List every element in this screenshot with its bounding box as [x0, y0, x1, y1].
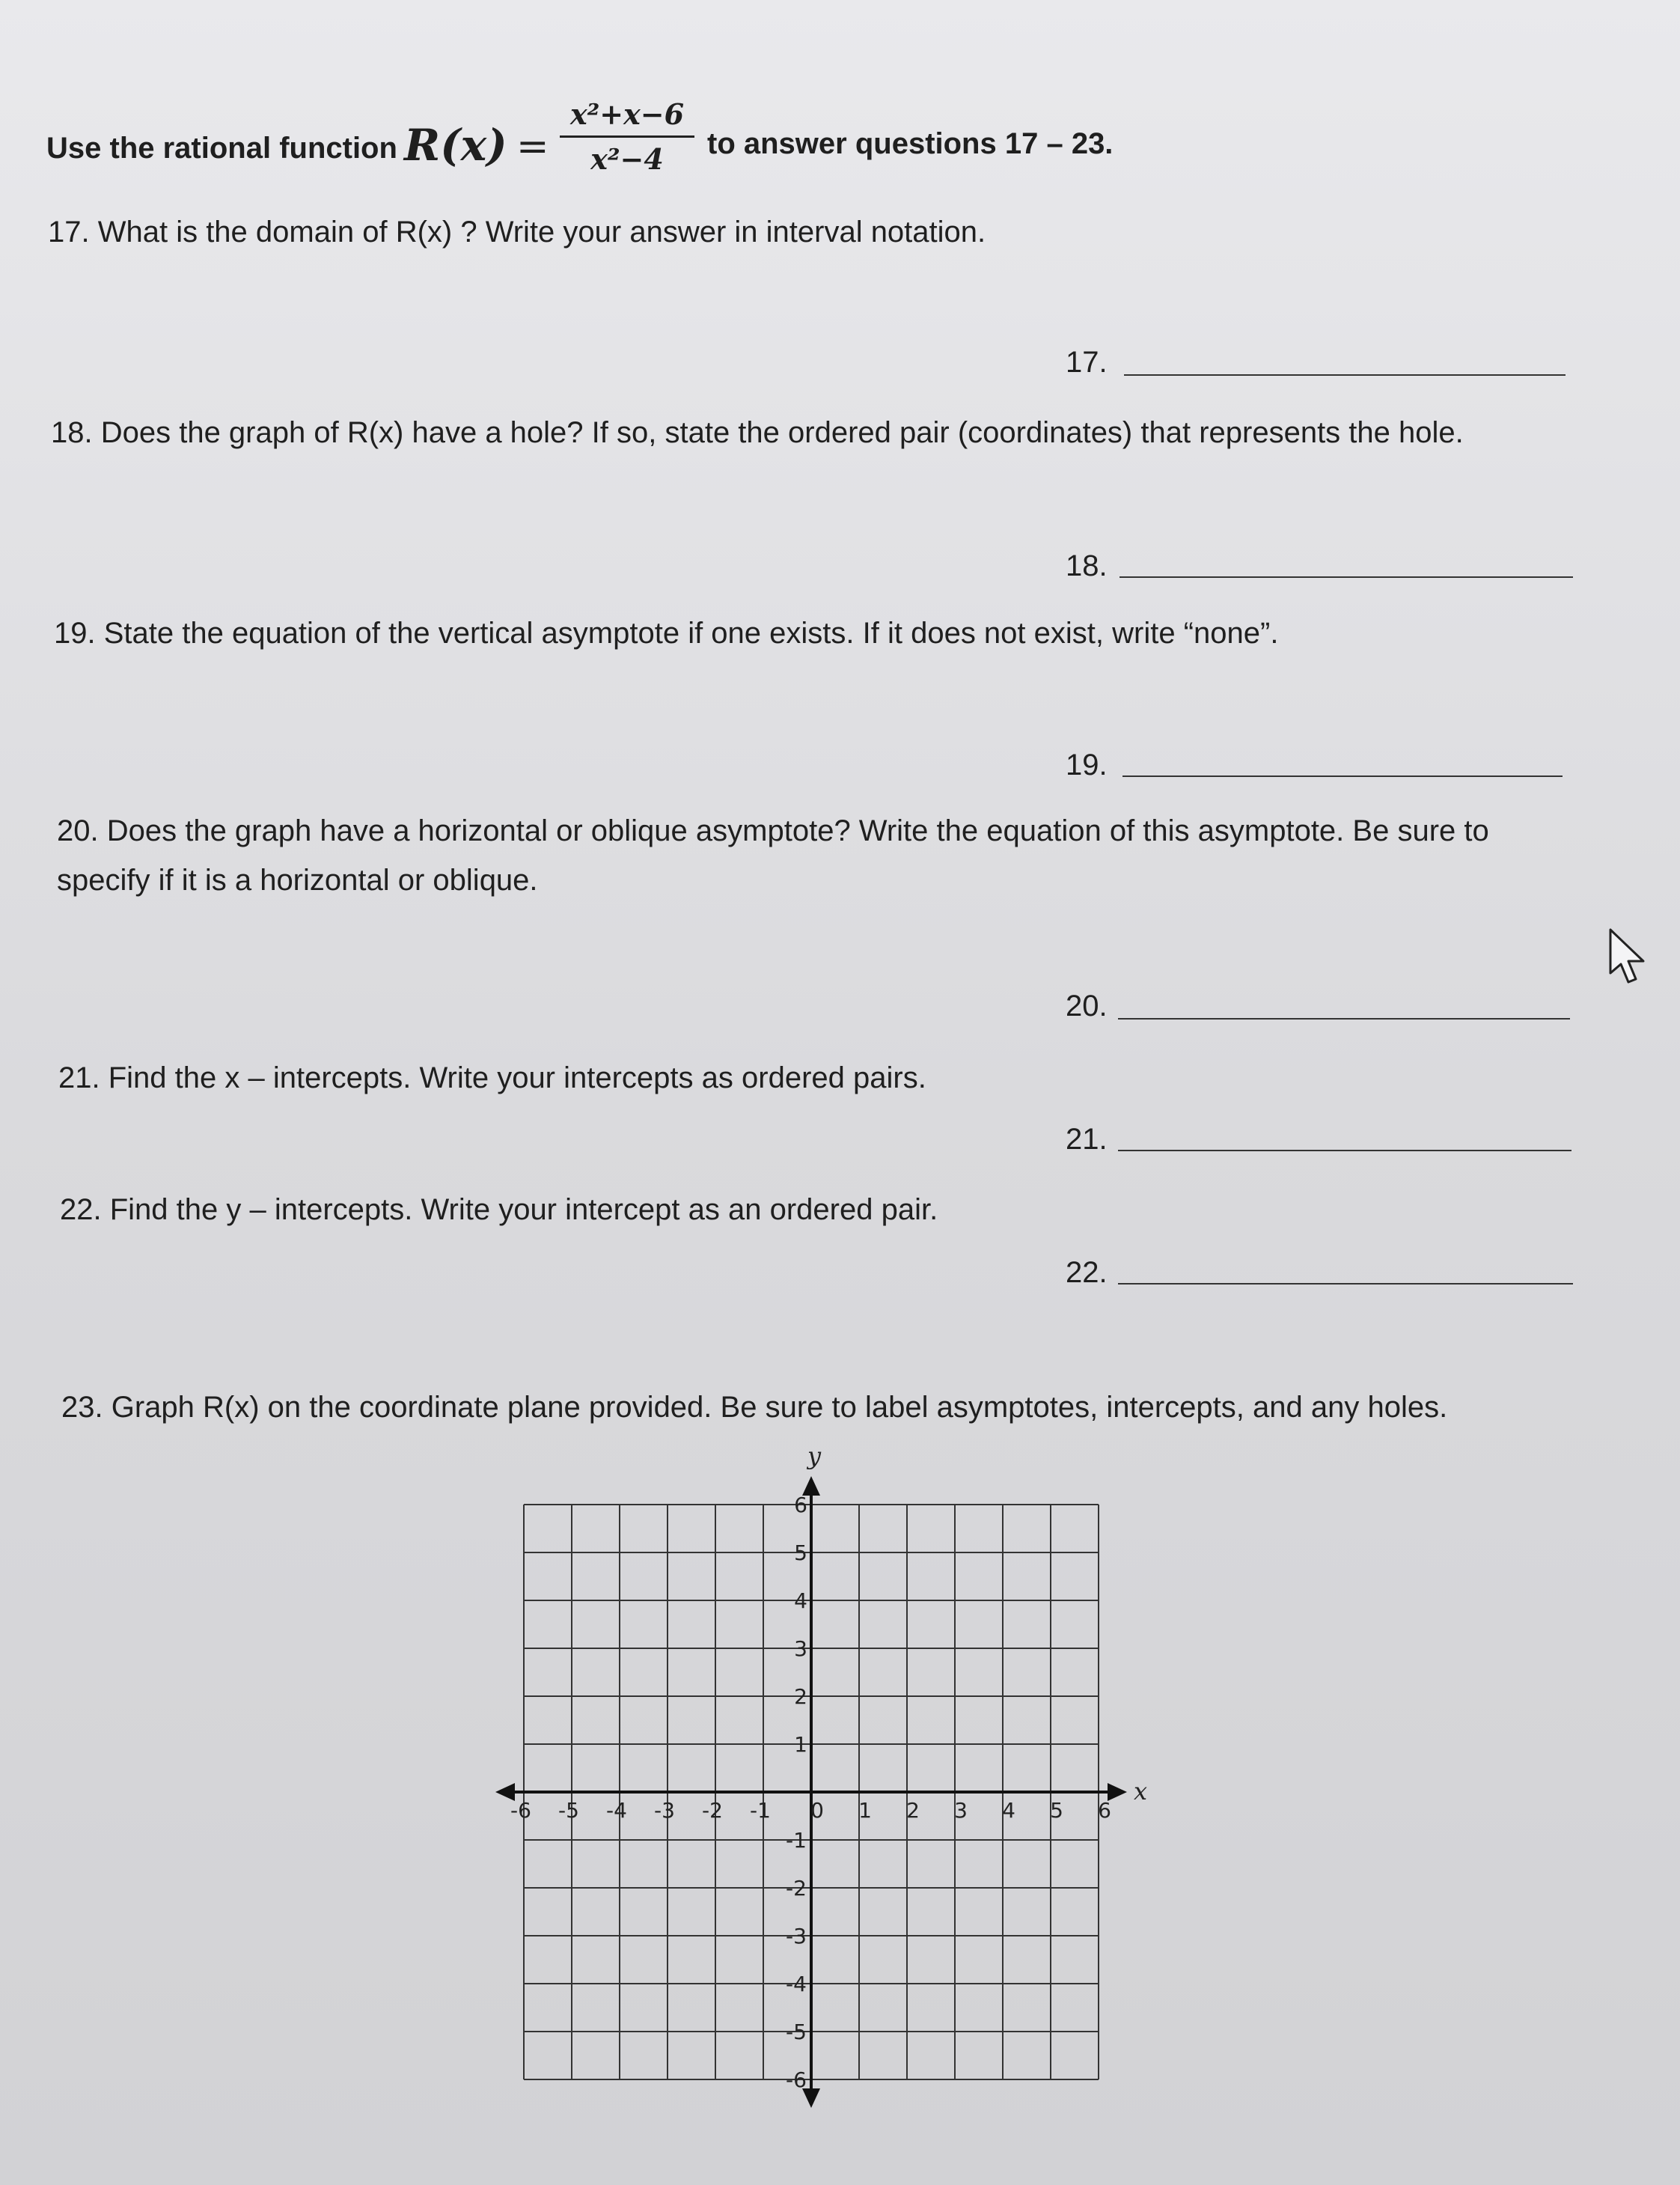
answer-label-22: 22. [1066, 1256, 1108, 1289]
answer-line-20[interactable] [1118, 1018, 1570, 1020]
x-tick-label: -6 [510, 1798, 531, 1823]
mouse-pointer-icon [1607, 927, 1649, 987]
x-tick-label: -4 [606, 1798, 627, 1823]
y-tick-label: 6 [794, 1493, 807, 1517]
y-tick-label: 1 [794, 1732, 807, 1757]
y-tick-label: -5 [786, 2020, 807, 2044]
function-name: R(x) [404, 120, 507, 171]
intro-prefix: Use the rational function [46, 132, 397, 165]
x-tick-label: 2 [906, 1798, 920, 1823]
question-18: 18. Does the graph of R(x) have a hole? If so, state the ordered pair (coordinates) that represents the hole. [51, 416, 1464, 449]
x-tick-label: -1 [750, 1798, 771, 1823]
y-axis-label: y [807, 1445, 822, 1470]
question-20-line1: 20. Does the graph have a horizontal or oblique asymptote? Write the equation of this asymptote. Be sure to [57, 814, 1489, 847]
x-tick-label: 5 [1050, 1798, 1063, 1823]
coordinate-plane[interactable] [479, 1445, 1167, 2118]
x-tick-label: 1 [858, 1798, 872, 1823]
y-tick-label: -4 [786, 1972, 807, 1996]
answer-line-21[interactable] [1118, 1150, 1571, 1151]
y-tick-label: 3 [794, 1636, 807, 1661]
answer-label-18: 18. [1066, 549, 1108, 582]
fraction-bar [560, 135, 694, 138]
question-22: 22. Find the y – intercepts. Write your intercept as an ordered pair. [60, 1193, 938, 1226]
x-tick-label: 4 [1002, 1798, 1015, 1823]
answer-label-17: 17. [1066, 346, 1108, 379]
x-tick-label: -3 [654, 1798, 675, 1823]
x-tick-label: -5 [558, 1798, 579, 1823]
answer-label-20: 20. [1066, 990, 1108, 1023]
question-19: 19. State the equation of the vertical asymptote if one exists. If it does not exist, write “none”. [54, 617, 1279, 650]
y-tick-label: 4 [794, 1588, 807, 1613]
x-tick-label: 3 [954, 1798, 968, 1823]
y-tick-label: -2 [786, 1876, 807, 1901]
answer-label-21: 21. [1066, 1123, 1108, 1156]
answer-line-17[interactable] [1124, 374, 1566, 376]
equals-sign: = [516, 124, 549, 169]
answer-label-19: 19. [1066, 749, 1108, 781]
intro-suffix: to answer questions 17 – 23. [707, 127, 1114, 160]
axes [495, 1476, 1127, 2108]
answer-line-22[interactable] [1118, 1283, 1573, 1285]
numerator: x²+x−6 [569, 97, 685, 131]
question-20-line2: specify if it is a horizontal or oblique. [57, 864, 538, 897]
y-tick-label: -3 [786, 1924, 807, 1948]
answer-line-18[interactable] [1120, 576, 1573, 578]
denominator: x²−4 [590, 142, 664, 176]
question-17: 17. What is the domain of R(x) ? Write your answer in interval notation. [48, 216, 986, 249]
tick-labels [510, 1445, 1147, 2092]
y-tick-label: -1 [786, 1828, 807, 1853]
x-tick-label: 6 [1098, 1798, 1111, 1823]
y-tick-label: 2 [794, 1684, 807, 1709]
answer-line-19[interactable] [1122, 775, 1563, 777]
y-tick-label: 5 [794, 1541, 807, 1565]
question-23: 23. Graph R(x) on the coordinate plane provided. Be sure to label asymptotes, intercepts, and any holes. [61, 1391, 1448, 1424]
x-axis-label: x [1133, 1777, 1148, 1805]
y-tick-label: -6 [786, 2067, 807, 2092]
x-tick-label: 0 [810, 1798, 824, 1823]
question-21: 21. Find the x – intercepts. Write your intercepts as ordered pairs. [58, 1061, 926, 1094]
function-fraction [560, 97, 694, 176]
x-tick-label: -2 [702, 1798, 723, 1823]
